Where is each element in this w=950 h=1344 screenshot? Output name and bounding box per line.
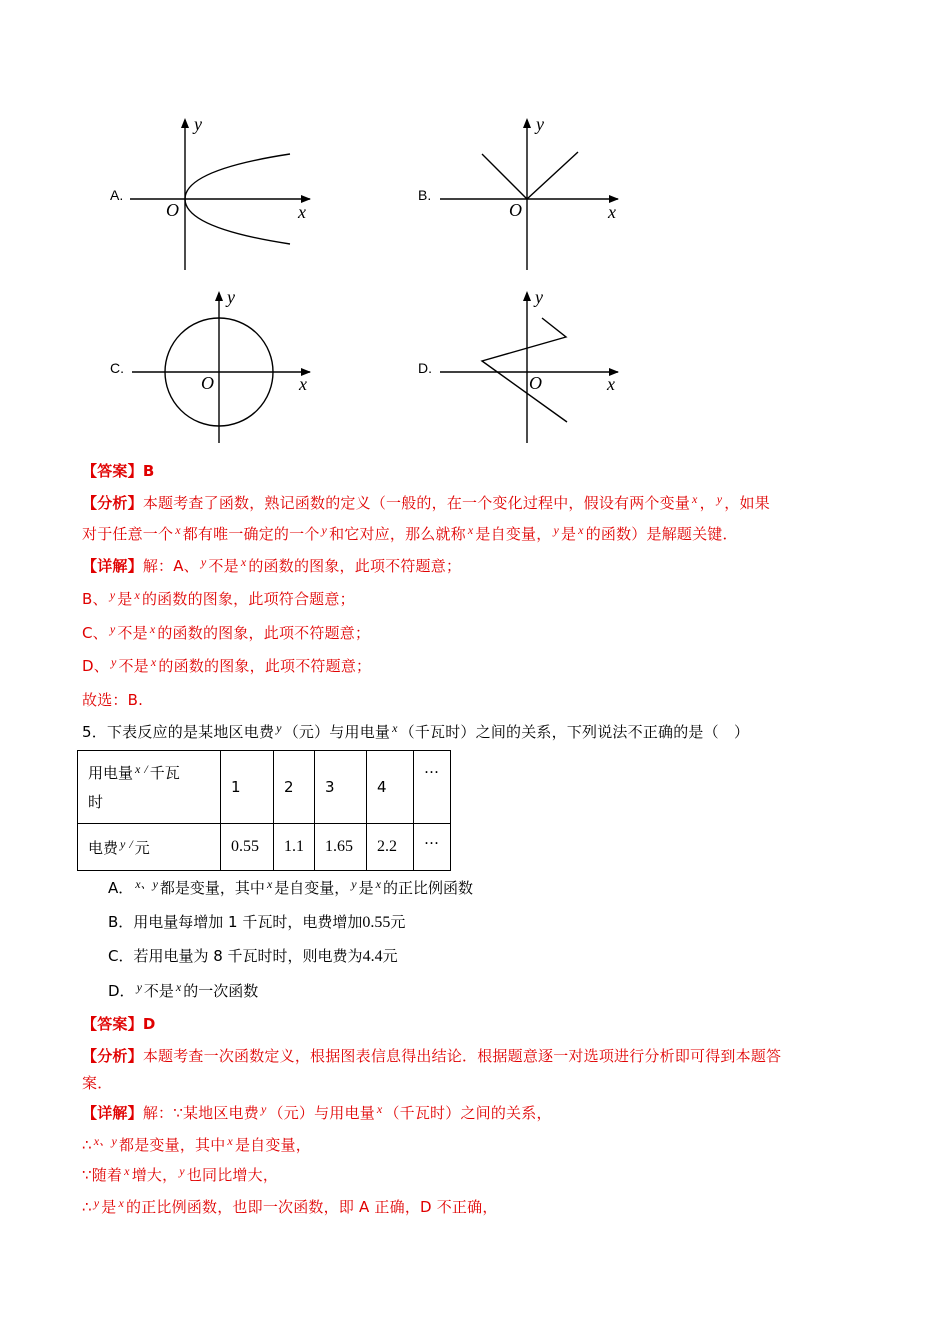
table-row: [78, 751, 451, 824]
q4-detail-line-d: D、 $^y$ 不是 $^x$ 的函数的图象，此项不符题意；: [82, 655, 372, 675]
q5-option-a: A． $^{x、y}$ 都是变量，其中 $^x$ 是自变量， $^y$ 是 $^x$ 的正比例函数: [108, 877, 473, 897]
graph-a-parabola: [130, 110, 320, 280]
y-axis-label: y: [194, 114, 202, 134]
origin-label: O: [166, 200, 179, 220]
table-cell: 3: [315, 751, 367, 824]
q5-analysis-line-1: 【分析】本题考查一次函数定义，根据图表信息得出结论．根据题意逐一对选项进行分析即可得到本题答: [82, 1047, 782, 1065]
x-axis-label: x: [298, 202, 306, 222]
q5-answer-line: [82, 1013, 155, 1034]
q4-conclusion: 故选：B.: [82, 691, 144, 709]
analysis-tag: 【分析】: [82, 1047, 143, 1065]
q5-stem: 5．下表反应的是某地区电费 $^y$ （元）与用电量 $^x$ （千瓦时）之间的关系，下列说法不正确的是（ ）: [82, 721, 750, 741]
x-axis-label: x: [299, 374, 307, 394]
answer-tag: 【答案】: [82, 462, 143, 480]
table-cell: 2: [274, 751, 315, 824]
graph-c-circle: [132, 285, 322, 450]
row-header-fee: 电费 $^y$ / 元: [78, 824, 221, 871]
q5-table: [77, 750, 451, 871]
q4-detail-line-c: C、 $^y$ 不是 $^x$ 的函数的图象，此项不符题意；: [82, 622, 371, 642]
x-axis-label: x: [607, 374, 615, 394]
origin-label: O: [201, 373, 214, 393]
q5-analysis-line-2: 案．: [82, 1074, 113, 1092]
table-row: [78, 824, 451, 871]
q4-detail-line-b: B、 $^y$ 是 $^x$ 的函数的图象，此项符合题意；: [82, 588, 355, 608]
q5-detail-line-1: 【详解】解：∵某地区电费 $^y$ （元）与用电量 $^x$ （千瓦时）之间的关系，: [82, 1102, 552, 1122]
y-axis-label: y: [535, 287, 543, 307]
detail-tag: 【详解】: [82, 1104, 143, 1122]
q4-analysis-line-1: 【分析】本题考查了函数，熟记函数的定义（一般的，在一个变化过程中，假设有两个变量 $^x$ ， $^y$ ，如果: [82, 492, 770, 512]
table-cell: 1.65: [315, 824, 367, 871]
table-cell: 1: [221, 751, 274, 824]
detail-tag: 【详解】: [82, 557, 143, 575]
row-header-usage: 用电量 $^x$ / 千瓦 时: [78, 751, 221, 824]
origin-label: O: [529, 373, 542, 393]
table-cell: …: [414, 824, 451, 871]
q5-option-c: C．若用电量为 8 千瓦时时，则电费为4.4元: [108, 947, 398, 965]
graph-d-zigzag: [440, 285, 630, 450]
q5-detail-line-4: ∴ $^y$ 是 $^x$ 的正比例函数，也即一次函数，即 A 正确，D 不正确，: [82, 1196, 498, 1216]
q4-answer-line: [82, 460, 154, 481]
table-cell: 2.2: [367, 824, 414, 871]
graph-b-absolute-value: [440, 110, 630, 280]
option-c-label: C.: [110, 360, 124, 376]
y-axis-label: y: [227, 287, 235, 307]
answer-value: B: [142, 462, 155, 480]
answer-tag: 【答案】: [82, 1015, 143, 1033]
answer-value: D: [142, 1015, 156, 1033]
q5-option-d: D． $^y$ 不是 $^x$ 的一次函数: [108, 980, 259, 1000]
table-cell: 1.1: [274, 824, 315, 871]
origin-label: O: [509, 200, 522, 220]
table-cell: 4: [367, 751, 414, 824]
q5-detail-line-2: ∴ $^{x、y}$ 都是变量，其中 $^x$ 是自变量，: [82, 1134, 311, 1154]
option-a-label: A.: [110, 187, 124, 203]
q5-detail-line-3: ∵随着 $^x$ 增大， $^y$ 也同比增大，: [82, 1164, 279, 1184]
table-cell: 0.55: [221, 824, 274, 871]
option-d-label: D.: [418, 360, 432, 376]
q4-detail-line-a: 【详解】解：A、 $^y$ 不是 $^x$ 的函数的图象，此项不符题意；: [82, 555, 462, 575]
q5-option-b: B．用电量每增加 1 千瓦时，电费增加0.55元: [108, 913, 406, 931]
table-cell: …: [414, 751, 451, 824]
option-b-label: B.: [418, 187, 432, 203]
q4-analysis-line-2: 对于任意一个 $^x$ 都有唯一确定的一个 $^y$ 和它对应，那么就称 $^x$ 是自变量， $^y$ 是 $^x$ 的函数）是解题关键．: [82, 523, 738, 543]
y-axis-label: y: [536, 114, 544, 134]
x-axis-label: x: [608, 202, 616, 222]
analysis-tag: 【分析】: [82, 494, 143, 512]
